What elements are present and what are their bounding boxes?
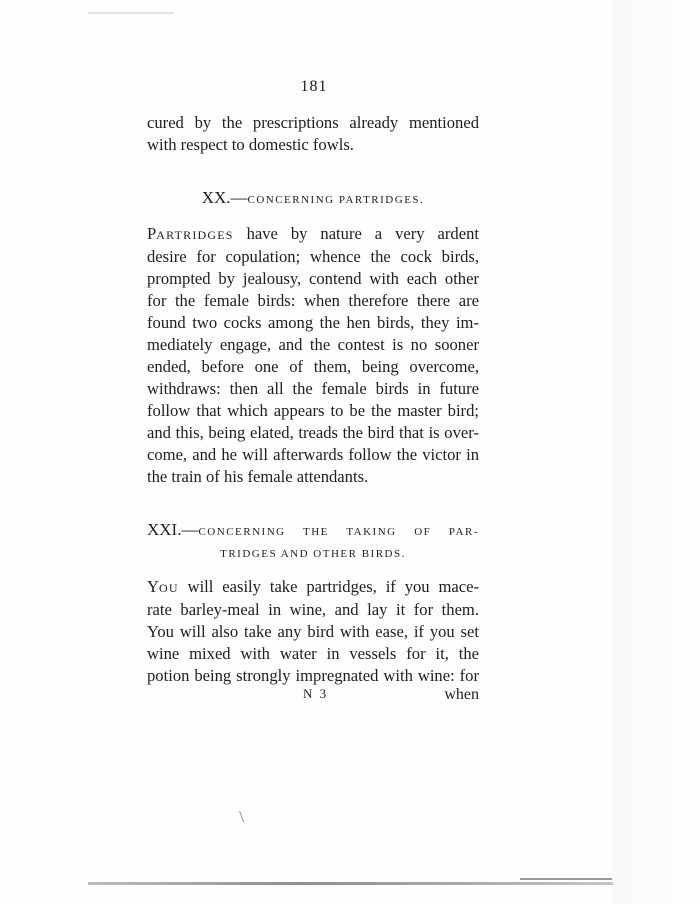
heading-line <box>147 519 479 543</box>
text-line: You will also take any bird with ease, if you set <box>147 622 479 641</box>
text-line: cured by the prescriptions already mentioned <box>147 113 479 132</box>
text-line: mediately engage, and the contest is no sooner <box>147 335 479 354</box>
text-line: found two cocks among the hen birds, they im- <box>147 313 479 332</box>
page-footer <box>147 686 479 706</box>
text-line: the train of his female attendants. <box>147 467 369 486</box>
page-edge-shadow <box>612 0 700 904</box>
text-line: rate barley-meal in wine, and lay it for them. <box>147 600 479 619</box>
section-title: CONCERNING PARTRIDGES. <box>247 194 425 206</box>
intro-paragraph <box>147 112 479 156</box>
section-numeral: XXI.— <box>147 520 199 539</box>
stray-ink-mark <box>239 810 248 823</box>
page-number: 181 <box>300 78 328 95</box>
text-line <box>147 576 479 599</box>
text-line: desire for copulation; whence the cock birds, <box>147 247 479 266</box>
section-heading-xxi <box>147 519 479 565</box>
text-fragment: have by nature a very ardent <box>233 224 479 243</box>
text-line: with respect to domestic fowls. <box>147 135 354 154</box>
text-line: potion being strongly impregnated with wine: for <box>147 666 479 685</box>
opening-word: ARTRIDGES <box>156 228 234 242</box>
opening-initial: P <box>147 224 157 243</box>
text-line: wine mixed with water in vessels for it, the <box>147 644 479 663</box>
section-xx-paragraph <box>147 223 479 488</box>
section-title-part2: TRIDGES AND OTHER BIRDS. <box>220 548 406 560</box>
text-line: come, and he will afterwards follow the victor in <box>147 445 479 464</box>
page-bottom-edge <box>88 882 613 885</box>
section-heading-xx <box>147 188 479 208</box>
text-line <box>147 223 479 246</box>
text-line: follow that which appears to be the master bird; <box>147 401 479 420</box>
opening-word: OU <box>158 581 179 595</box>
catchword: when <box>444 686 479 703</box>
text-line: and this, being elated, treads the bird that is over- <box>147 423 479 442</box>
text-fragment: will easily take partridges, if you mace- <box>178 577 479 596</box>
section-numeral: XX.— <box>201 188 248 207</box>
text-line: prompted by jealousy, contend with each other <box>147 269 479 288</box>
page-smudge <box>88 12 174 14</box>
section-title-part1: CONCERNING THE TAKING OF PAR- <box>198 526 479 538</box>
text-line: withdraws: then all the female birds in future <box>147 379 479 398</box>
text-line: for the female birds: when therefore there are <box>147 291 479 310</box>
signature-mark: N 3 <box>303 686 329 701</box>
text-line: ended, before one of them, being overcome, <box>147 357 479 376</box>
page-bottom-edge-shadow <box>520 878 612 880</box>
opening-initial: Y <box>147 577 159 596</box>
section-xxi-paragraph <box>147 576 479 687</box>
